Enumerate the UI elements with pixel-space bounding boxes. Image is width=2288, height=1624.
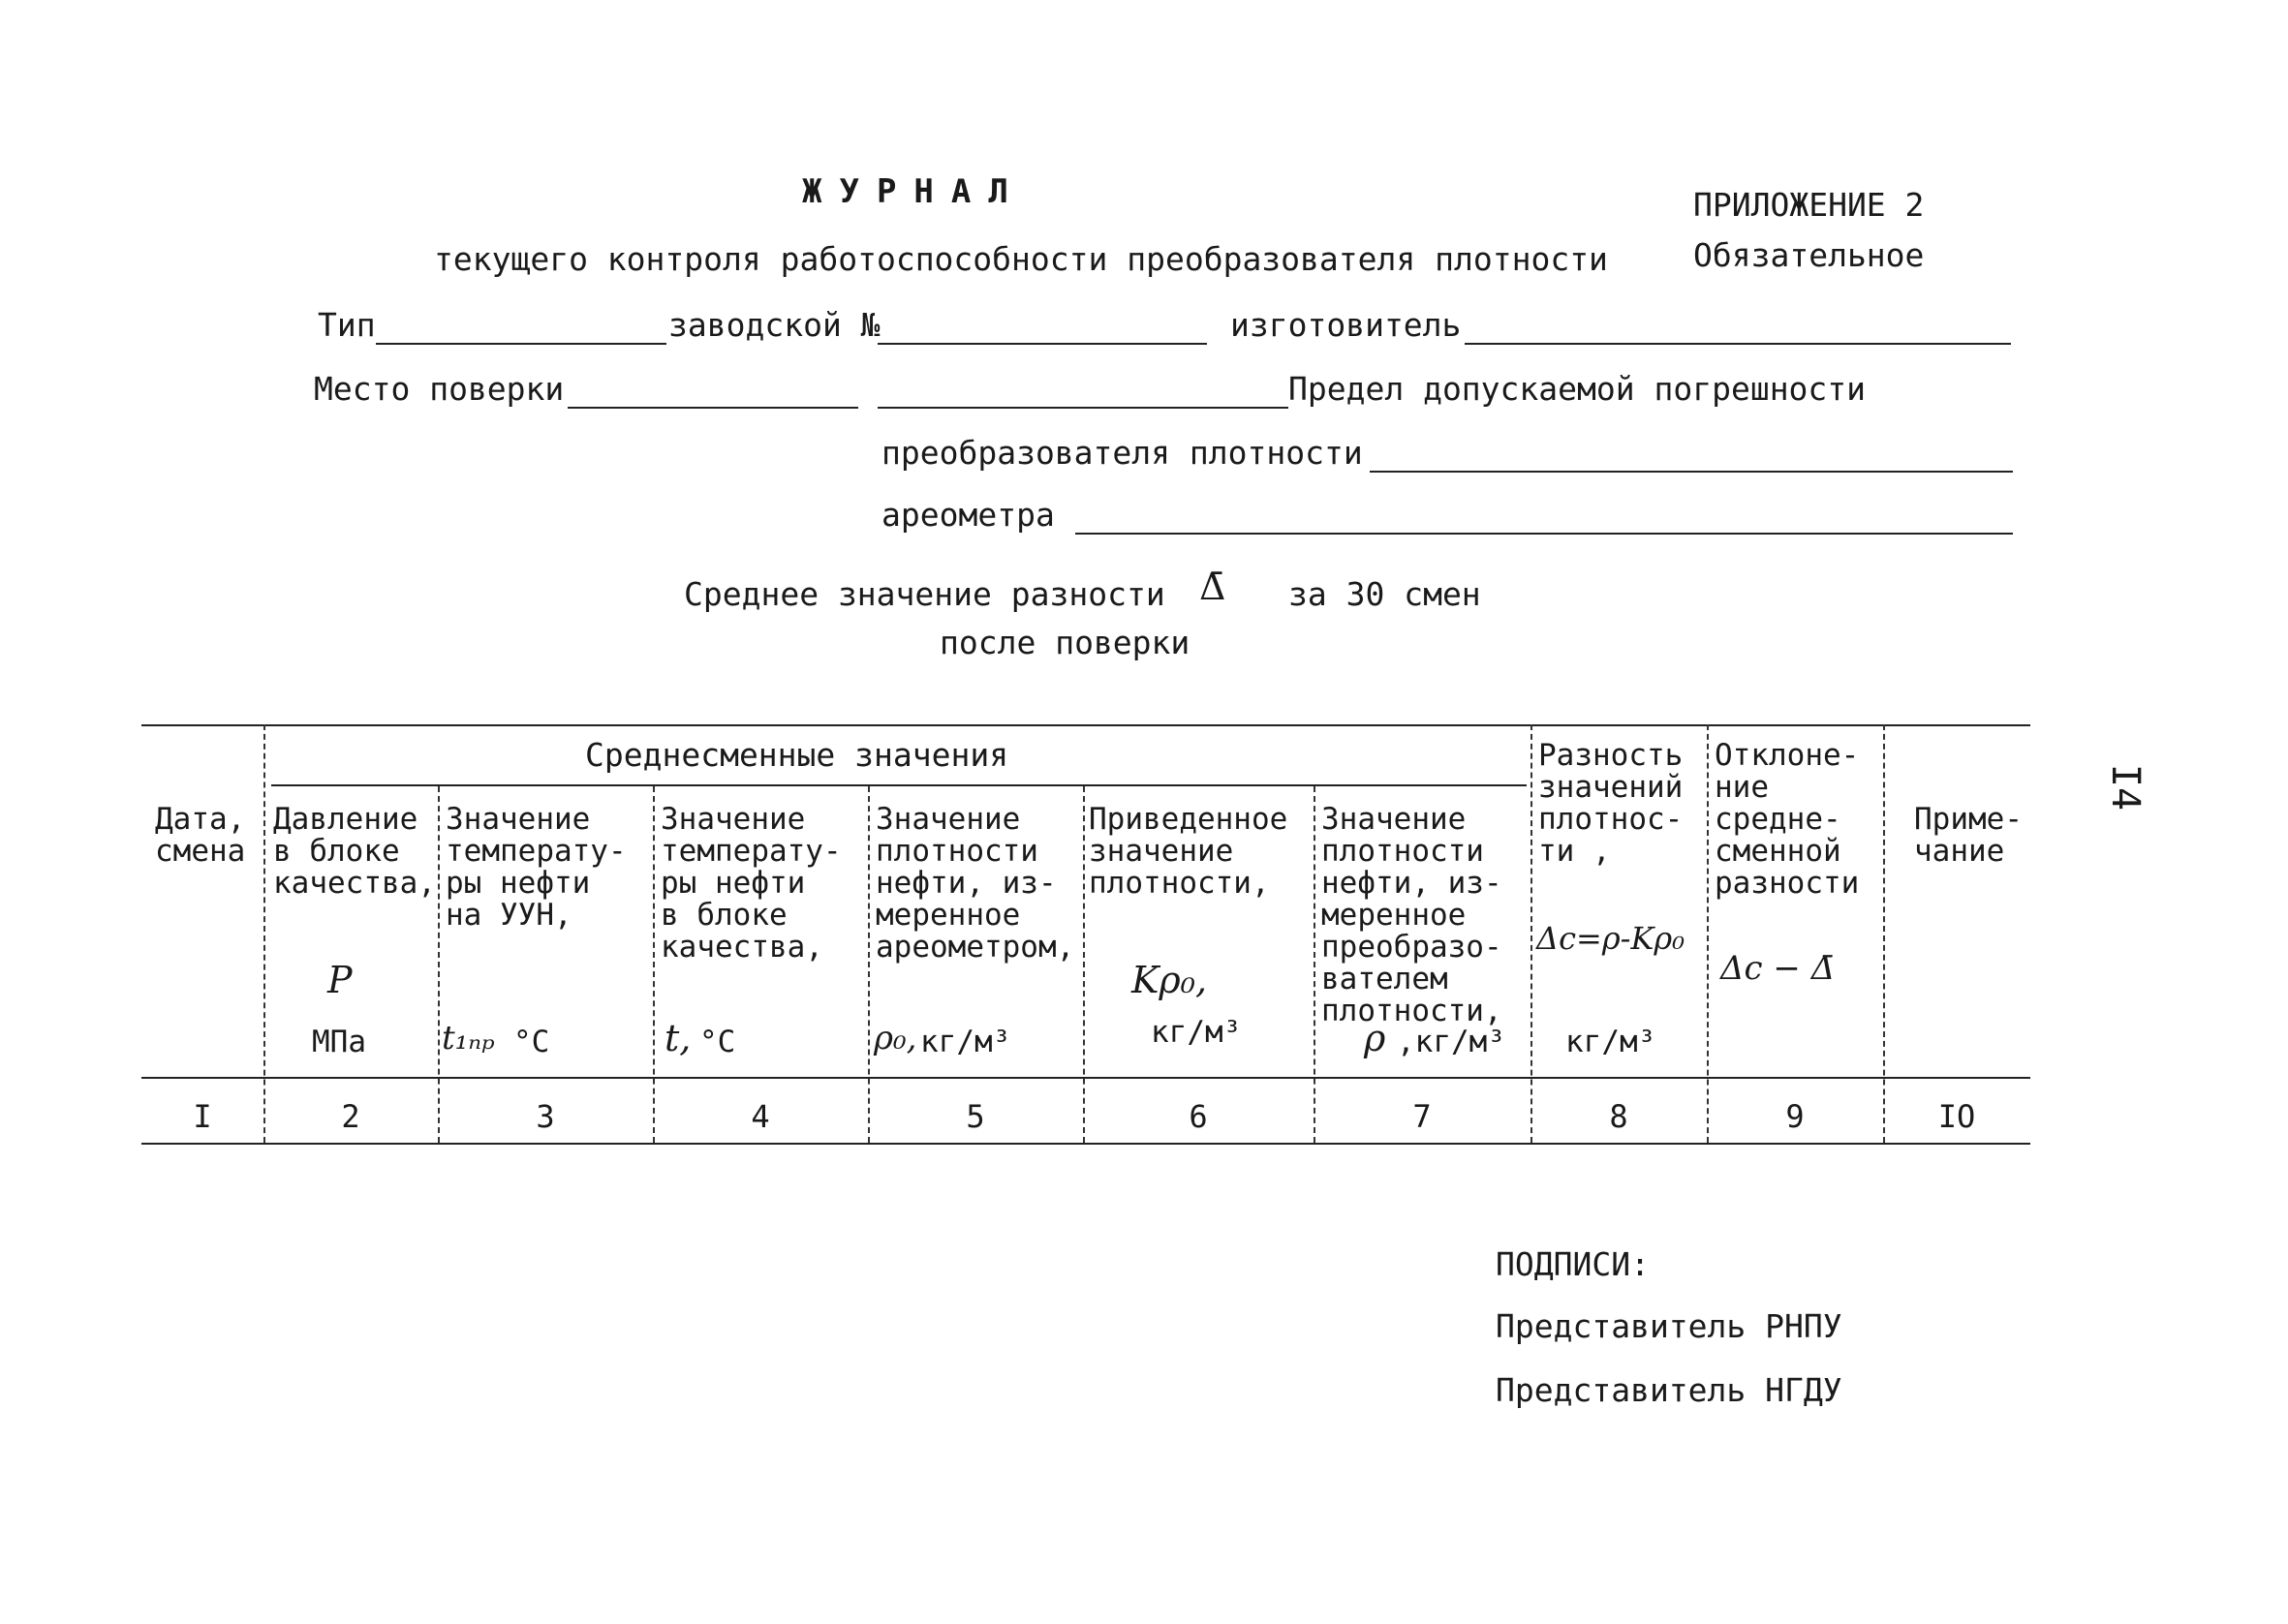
appendix-note: Обязательное	[1693, 236, 1925, 274]
col-divider	[653, 786, 655, 1143]
mean-symbol: Δ̄	[1199, 566, 1226, 608]
col-header-pressure: Давление в блоке качества,	[273, 802, 436, 901]
signatures-heading: ПОДПИСИ:	[1496, 1245, 1650, 1283]
areometer-field[interactable]	[1075, 533, 2013, 535]
col-number: 9	[1785, 1098, 1805, 1135]
table-top-rule	[141, 724, 2030, 726]
reduced-density-unit: кг/м³	[1151, 1015, 1242, 1050]
col-header-note: Приме- чание	[1914, 802, 2023, 869]
group-header-rule	[271, 784, 1527, 786]
col-number: IO	[1937, 1098, 1976, 1135]
temp-uun-symbol: t₁ₙₚ	[442, 1019, 495, 1057]
col-number: 2	[341, 1098, 360, 1135]
header-bottom-rule	[141, 1077, 2030, 1079]
table-bottom-rule	[141, 1143, 2030, 1145]
mean-label: Среднее значение разности	[684, 575, 1165, 613]
density-converter-unit: ,кг/м³	[1397, 1025, 1505, 1059]
col-divider	[1530, 724, 1532, 1143]
converter-label: преобразователя плотности	[881, 434, 1363, 472]
deviation-symbol: Δc − Δ̄	[1720, 949, 1836, 988]
mean-suffix: за 30 смен	[1288, 575, 1481, 613]
page-number: I4	[2103, 763, 2149, 812]
reduced-density-symbol: Kρ₀,	[1131, 959, 1208, 1001]
temp-uun-unit: °C	[513, 1025, 550, 1059]
converter-field[interactable]	[1370, 471, 2013, 473]
type-field[interactable]	[376, 343, 666, 345]
col-header-temp-block: Значение температу- ры нефти в блоке качества,	[661, 802, 842, 965]
place-field[interactable]	[568, 407, 858, 409]
serial-label: заводской №	[668, 306, 881, 344]
areometer-label: ареометра	[881, 496, 1055, 534]
journal-subtitle: текущего контроля работоспособности преобразователя плотности	[434, 240, 1608, 278]
limit-label: Предел допускаемой погрешности	[1288, 370, 1867, 408]
col-number: 7	[1412, 1098, 1432, 1135]
col-divider	[438, 786, 440, 1143]
signature-rep-rnpu: Представитель РНПУ	[1496, 1307, 1842, 1345]
col-header-density-difference: Разность значений плотнос- ти ,	[1538, 738, 1684, 869]
col-divider	[1083, 786, 1085, 1143]
col-header-density-areometer: Значение плотности нефти, из- меренное ареометром,	[876, 802, 1075, 965]
appendix-label: ПРИЛОЖЕНИЕ 2	[1693, 186, 1925, 224]
group-header: Среднесменные значения	[585, 736, 1009, 774]
temp-block-symbol: t,	[665, 1017, 692, 1059]
place-field-2[interactable]	[878, 407, 1288, 409]
col-header-density-converter: Значение плотности нефти, из- меренное преобразо- вателем плотности,	[1321, 802, 1502, 1028]
pressure-symbol: P	[327, 959, 353, 1001]
manufacturer-field[interactable]	[1465, 343, 2011, 345]
col-number: I	[193, 1098, 212, 1135]
col-divider	[1883, 724, 1885, 1143]
col-number: 8	[1609, 1098, 1628, 1135]
col-number: 5	[966, 1098, 985, 1135]
col-number: 6	[1189, 1098, 1208, 1135]
col-divider	[263, 724, 265, 1143]
density-areometer-unit: кг/м³	[920, 1025, 1011, 1059]
col-header-reduced-density: Приведенное значение плотности,	[1089, 802, 1288, 901]
journal-title: ЖУРНАЛ	[802, 172, 1026, 211]
pressure-unit: MПa	[312, 1025, 366, 1059]
col-header-temp-uun: Значение температу- ры нефти на УУН,	[446, 802, 627, 933]
serial-field[interactable]	[878, 343, 1207, 345]
density-difference-unit: кг/м³	[1565, 1025, 1656, 1059]
col-divider	[868, 786, 870, 1143]
density-converter-symbol: ρ	[1364, 1017, 1386, 1059]
type-label: Тип	[318, 306, 376, 344]
signature-rep-ngdu: Представитель НГДУ	[1496, 1371, 1842, 1409]
col-header-deviation: Отклоне- ние средне- сменной разности	[1715, 738, 1860, 901]
density-areometer-symbol: ρ₀,	[874, 1019, 917, 1057]
manufacturer-label: изготовитель	[1230, 306, 1462, 344]
col-number: 3	[536, 1098, 555, 1135]
col-divider	[1314, 786, 1315, 1143]
col-header-date: Дата, смена	[155, 802, 246, 869]
density-difference-symbol: Δc=ρ-Kρ₀	[1536, 920, 1685, 957]
temp-block-unit: °C	[699, 1025, 736, 1059]
col-number: 4	[751, 1098, 770, 1135]
col-divider	[1707, 724, 1709, 1143]
place-label: Место поверки	[314, 370, 565, 408]
mean-line2: после поверки	[940, 624, 1190, 661]
